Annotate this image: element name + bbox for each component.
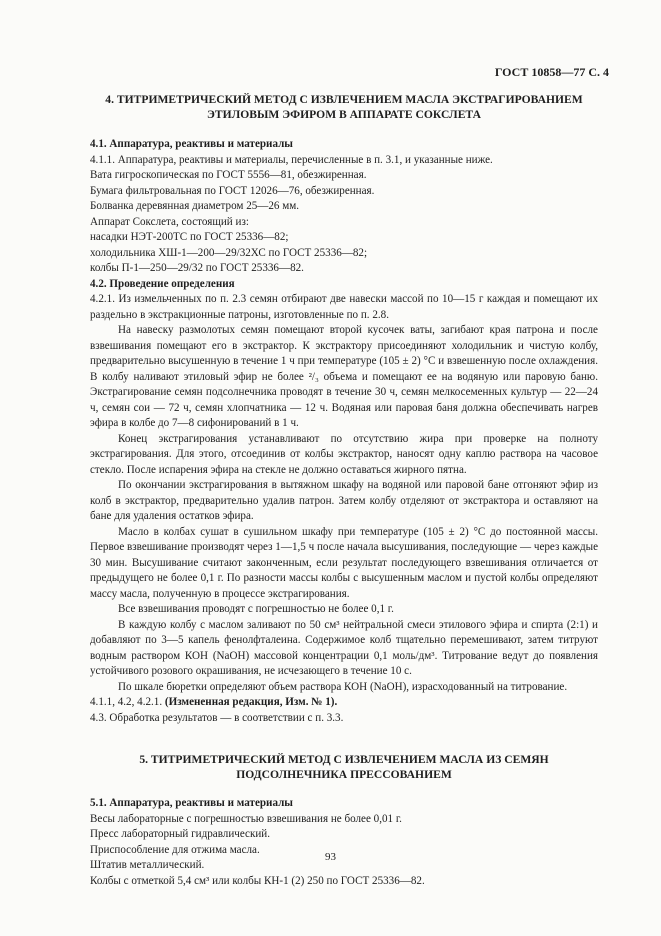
section-4-title-line1: 4. ТИТРИМЕТРИЧЕСКИЙ МЕТОД С ИЗВЛЕЧЕНИЕМ МАСЛА ЭКСТРАГИРОВАНИЕМ (105, 93, 583, 106)
subsection-5-1-heading: 5.1. Аппаратура, реактивы и материалы (90, 797, 293, 809)
section-5-title-line1: 5. ТИТРИМЕТРИЧЕСКИЙ МЕТОД С ИЗВЛЕЧЕНИЕМ МАСЛА ИЗ СЕМЯН (139, 753, 549, 766)
list-item: Болванка деревянная диаметром 25—26 мм. (90, 200, 300, 212)
page-content (90, 92, 598, 889)
subsection-4-1-heading: 4.1. Аппаратура, реактивы и материалы (90, 138, 293, 150)
list-item: Вата гигроскопическая по ГОСТ 5556—81, обезжиренная. (90, 169, 367, 181)
paragraph-4-3: 4.3. Обработка результатов — в соответствии с п. 3.3. (90, 711, 344, 724)
paragraph-4-2-1: 4.2.1. Из измельченных по п. 2.3 семян отбирают две навески массой по 10—15 г каждая и помещают их раздельно в экстракционные патроны, изготовленные по п. 2.8. (90, 293, 598, 321)
subsection-4-2-heading: 4.2. Проведение определения (90, 277, 235, 290)
paragraph-drying: Масло в колбах сушат в сушильном шкафу при температуре (105 ± 2) °С до постоянной массы. Первое взвешивание производят через 1—1,5 ч после начала высушивания, последующие — через каждые 30 мин. Высушивание считают законченным, если результат последующего взвешивания отличается от предыдущего не более 0,1 г. По разности массы колбы с высушенным маслом и пустой колбы определяют массу масла, полученную в процессе экстрагирования. (90, 525, 598, 600)
list-item: Бумага фильтровальная по ГОСТ 12026—76, обезжиренная. (90, 184, 375, 197)
section-5-title-line2: ПОДСОЛНЕЧНИКА ПРЕССОВАНИЕМ (236, 768, 452, 781)
list-item: Штатив металлический. (90, 859, 205, 871)
section-5 (90, 752, 598, 889)
amendment-note: (Измененная редакция, Изм. № 1). (164, 696, 338, 708)
list-item: Аппарат Сокслета, состоящий из: (90, 215, 249, 228)
paragraph-4-1-1: 4.1.1. Аппаратура, реактивы и материалы, перечисленные в п. 3.1, и указанные ниже. (90, 153, 493, 166)
paragraph-extraction: На навеску размолотых семян помещают второй кусочек ваты, загибают края патрона и после взвешивания помещают его в экстрактор. К экстрактору присоединяют холодильник и чистую колбу, предварительно высушенную в течение 1 ч при температуре (105 ± 2) °С и взвешенную после охлаждения. В колбу наливают этиловый эфир не более ²/₃ объема и помещают ее на водяную или паровую баню. Экстрагирование семян подсолнечника проводят в течение 30 ч, семян мелкосеменных культур — 22—24 ч, семян сои — 72 ч, семян хлопчатника — 12 ч. Водяная или паровая баня должна обеспечивать нагрев эфира в колбе до 7—8 сифонирований в 1 ч. (90, 324, 598, 429)
page-number: 93 (325, 851, 336, 863)
amendment-refs: 4.1.1, 4.2, 4.2.1. (90, 696, 163, 708)
paragraph-ether-removal: По окончании экстрагирования в вытяжном шкафу на водяной или паровой бане отгоняют эфир из колб в экстрактор, предварительно удалив патрон. Затем колбу отделяют от экстрактора и оставляют на бане для удаления остатков эфира. (90, 479, 598, 522)
list-item: Весы лабораторные с погрешностью взвешивания не более 0,01 г. (90, 812, 402, 825)
list-item: колбы П-1—250—29/32 по ГОСТ 25336—82. (90, 262, 304, 274)
paragraph-burette: По шкале бюретки определяют объем раствора КОН (NaOH), израсходованный на титрование. (118, 680, 568, 693)
paragraph-weighing-accuracy: Все взвешивания проводят с погрешностью не более 0,1 г. (118, 603, 394, 615)
list-item: насадки НЭТ-200ТС по ГОСТ 25336—82; (90, 231, 289, 243)
section-4-title-line2: ЭТИЛОВЫМ ЭФИРОМ В АППАРАТЕ СОКСЛЕТА (207, 108, 481, 121)
list-item: Колбы с отметкой 5,4 см³ или колбы КН-1 (2) 250 по ГОСТ 25336—82. (90, 874, 425, 887)
list-item: Пресс лабораторный гидравлический. (90, 828, 271, 840)
paragraph-end-of-extraction: Конец экстрагирования устанавливают по отсутствию жира при проверке на полноту экстрагирования. Для этого, отсоединив от колбы экстрактор, наносят одну каплю раствора на часовое стекло. После испарения эфира на стекле не должно оставаться жирного пятна. (90, 432, 598, 476)
list-item: холодильника ХШ-1—200—29/32ХС по ГОСТ 25336—82; (90, 246, 368, 259)
list-item: Приспособление для отжима масла. (90, 843, 260, 856)
running-header: ГОСТ 10858—77 С. 4 (494, 65, 609, 79)
paragraph-titration: В каждую колбу с маслом заливают по 50 см³ нейтральной смеси этилового эфира и спирта (2:1) и добавляют по 3—5 капель фенолфталеина. Содержимое колб тщательно перемешивают, затем титруют водным раствором КОН (NaOH) массовой концентрации 0,1 моль/дм³. Титрование ведут до появления устойчивого розового окрашивания, не исчезающего в течение 10 с. (90, 618, 598, 677)
paragraph-amendment (90, 695, 598, 711)
section-4 (90, 92, 598, 726)
